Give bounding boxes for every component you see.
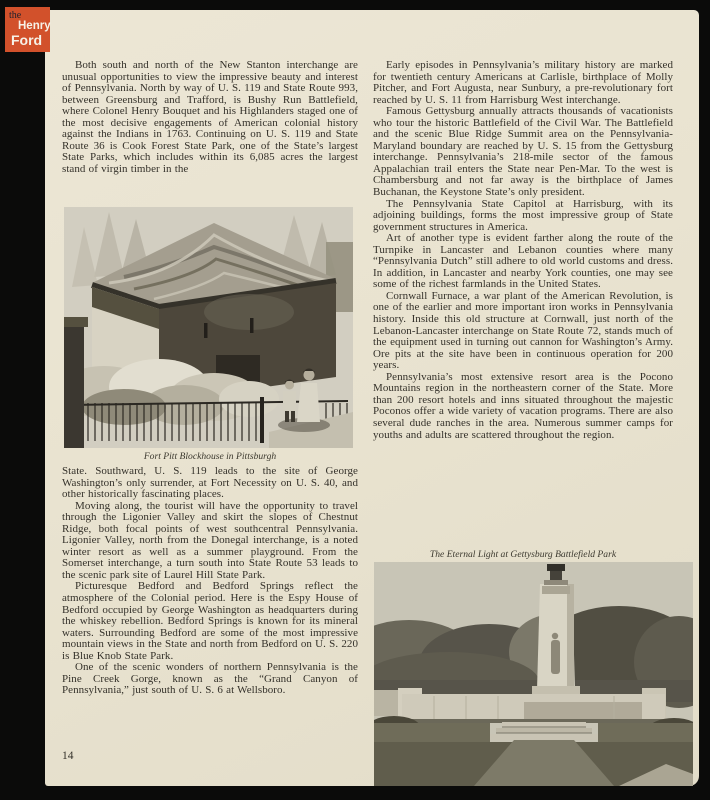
left-intro-block xyxy=(62,60,358,207)
page-number: 14 xyxy=(62,750,74,762)
brochure-page xyxy=(45,10,699,786)
paragraph: Early episodes in Pennsylvania’s military history are marked for twentieth century Americans at Carlisle, birthplace of Molly Pitcher, and Fort Augusta, near Sunbury, a pre-revolutionary fort reached by U. S. 11 from Harrisburg West interchange. xyxy=(373,60,673,106)
paragraph: The Pennsylvania State Capitol at Harrisburg, with its adjoining buildings, forms the most impressive group of State government structures in America. xyxy=(373,197,673,233)
paragraph: Picturesque Bedford and Bedford Springs reflect the atmosphere of the Colonial period. Here is the Espy House of Bedford occupied by George Washington as headquarters during the whiskey rebellion. Bedford Springs is known for its mineral waters. Surrounding Bedford are some of the most impressive mountain views in the State and north from Bedford on U. S. 220 is Blue Knob State Park. xyxy=(62,580,358,662)
paragraph: One of the scenic wonders of northern Pennsylvania is the Pine Creek Gorge, known as the “Grand Canyon of Pennsylvania,” just south of U. S. 6 at Wellsboro. xyxy=(62,661,358,697)
eternal-light-photo-caption: The Eternal Light at Gettysburg Battlefield Park xyxy=(429,549,617,560)
logo-word-ford: Ford xyxy=(11,32,43,48)
logo-word-henry: Henry xyxy=(18,20,51,32)
fort-pitt-blockhouse-photo xyxy=(64,207,353,448)
eternal-light-photo xyxy=(374,562,693,786)
paragraph: Both south and north of the New Stanton interchange are unusual opportunities to view the impressive beauty and interest of Pennsylvania. North by way of U. S. 119 and State Route 993, between Greensburg and Trafford, is Bushy Run Battlefield, where Colonel Henry Bouquet and his Highlanders staged one of the most decisive engagements of American colonial history against the Indians in 1763. Continuing on U. S. 119 and State Route 36 is Cook Forest State Park, one of the State’s largest State Parks, which includes within its 6,085 acres the largest stand of virgin timber in the xyxy=(62,60,358,175)
henry-ford-logo xyxy=(5,7,50,52)
paragraph: Pennsylvania’s most extensive resort area is the Pocono Mountains region in the northeastern corner of the State. More than 200 resort hotels and inns situated throughout the majestic Poconos offer a wide variety of vacation programs. There are also several dude ranches in the area. Numerous summer camps for youths and adults are scattered throughout the region. xyxy=(373,370,673,441)
paragraph: Art of another type is evident farther along the route of the Turnpike in Lancaster and Lebanon counties where many “Pennsylvania Dutch” still adhere to old world customs and dress. In addition, in Lancaster and nearby York counties, one may see some of the richest farmlands in the United States. xyxy=(373,232,673,291)
paragraph: State. Southward, U. S. 119 leads to the site of George Washington’s only surrender, at Fort Necessity on U. S. 40, and other historically fascinating places. xyxy=(62,465,358,501)
paragraph: Moving along, the tourist will have the opportunity to travel through the Ligonier Valley and skirt the slopes of Chestnut Ridge, both focal points of west southcentral Pennsylvania. Ligonier Valley, north from the Donegal interchange, is a noted winter resort as well as a summer playground. From the Somerset interchange, a turn south into State Route 53 leads to the scenic park site of Laurel Hill State Park. xyxy=(62,499,358,581)
paragraph: Cornwall Furnace, a war plant of the American Revolution, is one of the earlier and more important iron works in Pennsylvania history. Inside this old structure at Cornwall, just north of the Lebanon-Lancaster interchange on State Route 72, stands much of the equipment used in turning out cannon for Washington’s Army. Ore pits at the site have been in continuous operation for 200 years. xyxy=(373,289,673,372)
right-column xyxy=(373,60,673,564)
right-text-block xyxy=(373,60,673,546)
paragraph: Famous Gettysburg annually attracts thousands of vacationists who tour the historic Battlefield of the Civil War. The Battlefield and the scenic Blue Ridge Summit area on the Pennsylvania-Maryland boundary are reached by U. S. 15 from the Gettysburg interchange. Pennsylvania’s 218-mile sector of the famous Appalachian trail enters the State near Pen-Mar. To the west is Chambersburg and not far away is the birthplace of James Buchanan, the Keystone State’s only president. xyxy=(373,105,673,199)
fort-pitt-photo-caption: Fort Pitt Blockhouse in Pittsburgh xyxy=(143,451,277,462)
logo-word-the: the xyxy=(9,10,22,21)
eternal-light-photo-drawing xyxy=(374,562,693,786)
left-column xyxy=(62,60,358,697)
fort-pitt-photo-drawing xyxy=(64,207,353,448)
